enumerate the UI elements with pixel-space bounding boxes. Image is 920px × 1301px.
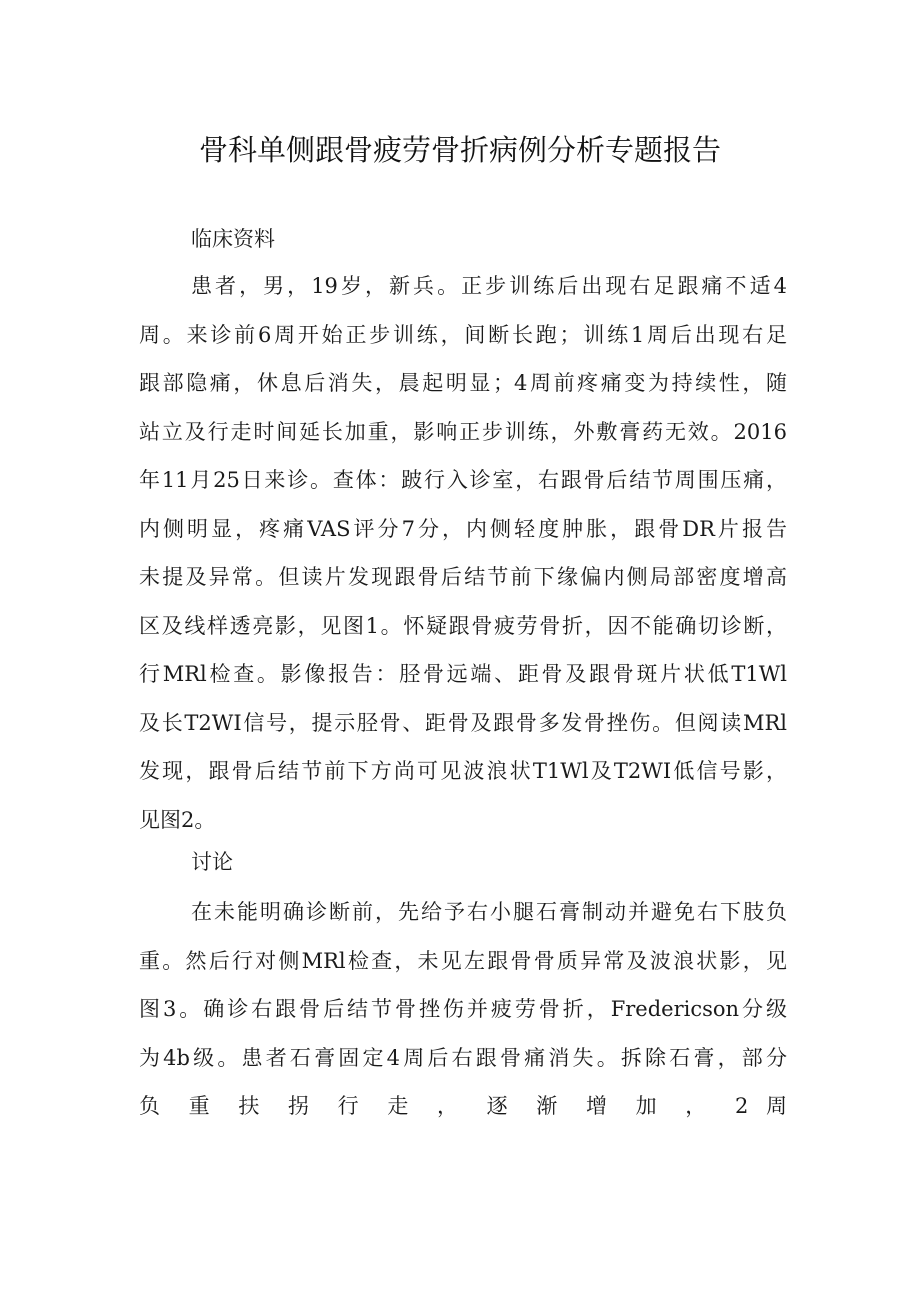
paragraph-line: 为4b级。患者石膏固定4周后右跟骨痛消失。拆除石膏，部分 xyxy=(139,1045,787,1070)
paragraph-line: 发现，跟骨后结节前下方尚可见波浪状T1Wl及T2WI低信号影， xyxy=(139,759,787,783)
paragraph-discussion xyxy=(139,888,787,1131)
paragraph-line: 内侧明显，疼痛VAS评分7分，内侧轻度肿胀，跟骨DR片报告 xyxy=(139,516,787,541)
section-heading-discussion: 讨论 xyxy=(191,850,233,874)
paragraph-line: 患者，男，19岁，新兵。正步训练后出现右足跟痛不适4 xyxy=(191,274,787,298)
paragraph-line: 行MRl检查。影像报告：胫骨远端、距骨及跟骨斑片状低T1Wl xyxy=(139,662,787,686)
paragraph-line: 重。然后行对侧MRl检查，未见左跟骨骨质异常及波浪状影，见 xyxy=(139,948,787,973)
document-title: 骨科单侧跟骨疲劳骨折病例分析专题报告 xyxy=(198,133,721,167)
paragraph-line: 未提及异常。但读片发现跟骨后结节前下缘偏内侧局部密度增高 xyxy=(139,565,787,589)
paragraph-line: 周。来诊前6周开始正步训练，间断长跑；训练1周后出现右足 xyxy=(139,322,787,347)
paragraph-line: 图3。确诊右跟骨后结节骨挫伤并疲劳骨折，Fredericson分级 xyxy=(139,997,787,1021)
section-heading-clinical: 临床资料 xyxy=(191,227,275,251)
paragraph-line: 跟部隐痛，休息后消失，晨起明显；4周前疼痛变为持续性，随 xyxy=(139,371,787,395)
paragraph-line: 负 重 扶 拐 行 走 ， 逐 渐 增 加 ， 2 周 xyxy=(139,1094,787,1118)
paragraph-line: 站立及行走时间延长加重，影响正步训练，外敷膏药无效。2016 xyxy=(139,419,787,444)
paragraph-line: 年11月25日来诊。查体：跛行入诊室，右跟骨后结节周围压痛， xyxy=(139,468,787,492)
paragraph-line: 见图2。 xyxy=(139,807,216,832)
paragraph-line: 区及线样透亮影，见图1。怀疑跟骨疲劳骨折，因不能确切诊断， xyxy=(139,613,787,638)
paragraph-clinical xyxy=(139,262,787,844)
paragraph-line: 及长T2WI信号，提示胫骨、距骨及跟骨多发骨挫伤。但阅读MRl xyxy=(139,710,787,735)
paragraph-line: 在未能明确诊断前，先给予右小腿石膏制动并避免右下肢负 xyxy=(191,900,787,924)
